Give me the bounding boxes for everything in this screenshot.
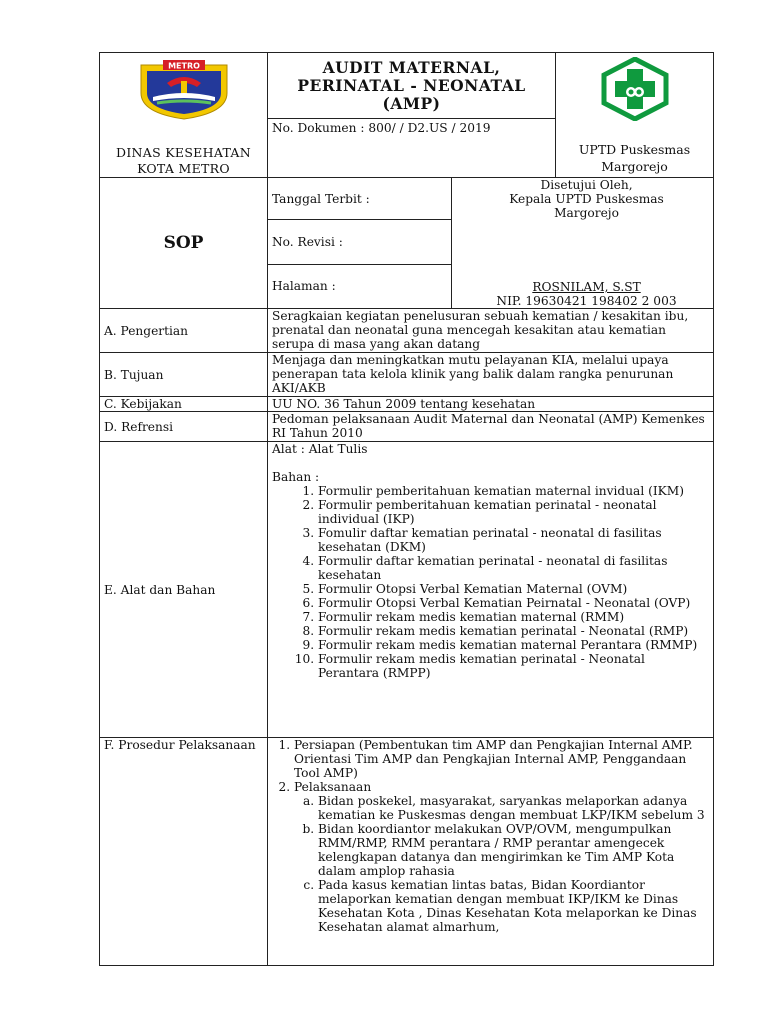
logo-text: METRO bbox=[167, 61, 200, 71]
list-item: 5. Formulir Otopsi Verbal Kematian Maternal (OVM) bbox=[318, 582, 709, 596]
no-revisi: No. Revisi : bbox=[268, 220, 452, 264]
sop-label: SOP bbox=[100, 178, 268, 309]
list-item: 7. Formulir rekam medis kematian maternal (RMM) bbox=[318, 610, 709, 624]
title-line-2: PERINATAL - NEONATAL bbox=[297, 76, 526, 95]
document-title bbox=[268, 53, 556, 119]
puskesmas-logo bbox=[600, 57, 670, 121]
step1-text: 1. Persiapan (Pembentukan tim AMP dan Pengkajian Internal AMP. bbox=[294, 738, 693, 752]
agency-line-1: DINAS KESEHATAN bbox=[116, 145, 251, 160]
title-line-1: AUDIT MATERNAL, bbox=[322, 58, 501, 77]
list-item: 6. Formulir Otopsi Verbal Kematian Peirnatal - Neonatal (OVP) bbox=[318, 596, 709, 610]
agency-name bbox=[100, 145, 267, 177]
clinic-name bbox=[556, 141, 713, 175]
sop-document bbox=[99, 52, 713, 966]
approval-cell bbox=[452, 178, 714, 309]
list-item: 9. Formulir rekam medis kematian maternal Perantara (RMMP) bbox=[318, 638, 709, 652]
list-item: 1. Formulir pemberitahuan kematian maternal invidual (IKM) bbox=[318, 484, 709, 498]
row-content-tujuan: Menjaga dan meningkatkan mutu pelayanan KIA, melalui upaya penerapan tata kelola klinik yang balik dalam rangka penurunan AKI/AKB bbox=[268, 353, 714, 397]
list-item: a. Bidan poskekel, masyarakat, saryankas melaporkan adanya kematian ke Puskesmas dengan membuat LKP/IKM sebelum 3 bbox=[318, 794, 709, 822]
prosedur-list bbox=[272, 738, 709, 934]
prosedur-step-2 bbox=[294, 780, 709, 934]
row-label-tujuan: B. Tujuan bbox=[100, 353, 268, 397]
kota-metro-logo bbox=[137, 59, 231, 121]
list-item: 10. Formulir rekam medis kematian perinatal - Neonatal Perantara (RMPP) bbox=[318, 652, 709, 680]
list-item: 2. Formulir pemberitahuan kematian perinatal - neonatal individual (IKP) bbox=[318, 498, 709, 526]
row-content-pengertian: Seragkaian kegiatan penelusuran sebuah kematian / kesakitan ibu, prenatal dan neonatal guna mencegah kesakitan atau kematian serupa di masa yang akan datang bbox=[268, 309, 714, 353]
tanggal-terbit: Tanggal Terbit : bbox=[268, 178, 452, 220]
row-content-alat bbox=[268, 442, 714, 738]
row-content-refrensi: Pedoman pelaksanaan Audit Maternal dan Neonatal (AMP) Kemenkes RI Tahun 2010 bbox=[268, 412, 714, 442]
row-label-pengertian: A. Pengertian bbox=[100, 309, 268, 353]
agency-cell bbox=[100, 53, 268, 178]
document-number: No. Dokumen : 800/ / D2.US / 2019 bbox=[268, 119, 556, 178]
step2-text: 2. Pelaksanaan bbox=[294, 780, 372, 794]
row-content-kebijakan: UU NO. 36 Tahun 2009 tentang kesehatan bbox=[268, 397, 714, 412]
sop-table bbox=[99, 52, 714, 966]
clinic-line-2: Margorejo bbox=[601, 159, 668, 174]
clinic-cell bbox=[556, 53, 714, 178]
approval-line-1: Disetujui Oleh, bbox=[540, 178, 633, 192]
list-item: b. Bidan koordiantor melakukan OVP/OVM, mengumpulkan RMM/RMP, RMM perantara / RMP perantar amengecek kelengkapan datanya dan mengirimkan ke Tim AMP Kota dalam amplop rahasia bbox=[318, 822, 709, 878]
bahan-text: Bahan : bbox=[272, 470, 320, 484]
approval-line-2: Kepala UPTD Puskesmas bbox=[509, 192, 664, 206]
list-item: 4. Formulir daftar kematian perinatal - neonatal di fasilitas kesehatan bbox=[318, 554, 709, 582]
approver-name: ROSNILAM, S.ST bbox=[532, 280, 641, 294]
row-label-kebijakan: C. Kebijakan bbox=[100, 397, 268, 412]
approver-nip: NIP. 19630421 198402 2 003 bbox=[496, 294, 677, 308]
clinic-line-1: UPTD Puskesmas bbox=[578, 142, 691, 157]
list-item: 8. Formulir rekam medis kematian perinatal - Neonatal (RMP) bbox=[318, 624, 709, 638]
row-content-prosedur bbox=[268, 738, 714, 966]
prosedur-step-1 bbox=[294, 738, 709, 780]
step1b-text: Orientasi Tim AMP dan Pengkajian Internal AMP, Penggandaan Tool AMP) bbox=[294, 752, 687, 780]
halaman: Halaman : bbox=[268, 264, 452, 308]
bahan-list bbox=[272, 484, 709, 680]
list-item: 3. Fomulir daftar kematian perinatal - neonatal di fasilitas kesehatan (DKM) bbox=[318, 526, 709, 554]
row-label-refrensi: D. Refrensi bbox=[100, 412, 268, 442]
list-item: c. Pada kasus kematian lintas batas, Bidan Koordiantor melaporkan kematian dengan membuat IKP/IKM ke Dinas Kesehatan Kota , Dinas Kesehatan Kota melaporkan ke Dinas Kesehatan alamat almarhum, bbox=[318, 878, 709, 934]
pelaksanaan-list bbox=[294, 794, 709, 934]
approval-line-3: Margorejo bbox=[554, 206, 619, 220]
row-label-alat: E. Alat dan Bahan bbox=[100, 442, 268, 738]
row-label-prosedur: F. Prosedur Pelaksanaan bbox=[100, 738, 268, 966]
agency-line-2: KOTA METRO bbox=[137, 161, 230, 176]
title-line-3: (AMP) bbox=[382, 94, 441, 113]
alat-text: Alat : Alat Tulis bbox=[272, 442, 368, 456]
